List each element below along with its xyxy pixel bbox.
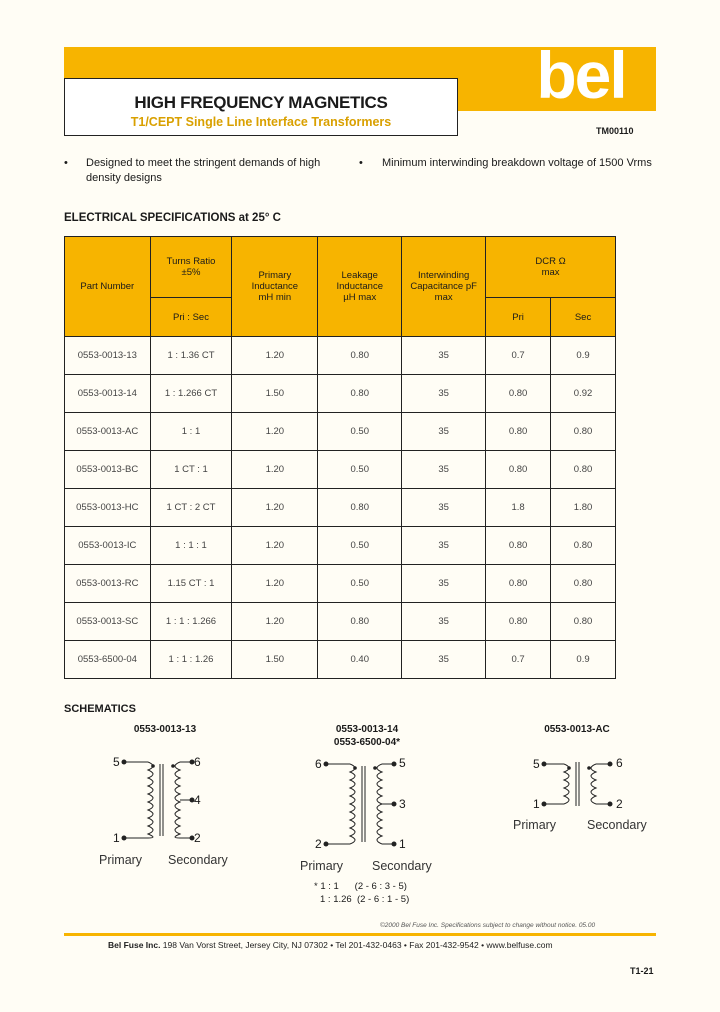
schematic-1-primary-label: Primary: [99, 853, 143, 867]
page-title: HIGH FREQUENCY MAGNETICS: [134, 93, 388, 112]
cell-capacitance: 35: [402, 489, 486, 527]
cell-capacitance: 35: [402, 603, 486, 641]
schematic-2-note-2: 1 : 1.26 (2 - 6 : 1 - 5): [320, 894, 410, 905]
schematic-2-secondary-label: Secondary: [372, 859, 432, 873]
cell-primary-inductance: 1.50: [232, 375, 318, 413]
bullet-1: Designed to meet the stringent demands of high density designs: [86, 157, 321, 184]
cell-part-number: 0553-0013-14: [65, 375, 151, 413]
cell-primary-inductance: 1.20: [232, 451, 318, 489]
cell-dcr-pri: 0.7: [486, 641, 551, 679]
cell-primary-inductance: 1.20: [232, 565, 318, 603]
spec-table: [64, 236, 616, 679]
cell-capacitance: 35: [402, 375, 486, 413]
cell-dcr-pri: 0.80: [486, 451, 551, 489]
cell-leakage-inductance: 0.50: [318, 451, 402, 489]
table-header-row: [65, 237, 616, 298]
cell-part-number: 0553-0013-BC: [65, 451, 151, 489]
schematic-1-pin: 4: [194, 793, 201, 807]
table-row: [65, 375, 616, 413]
col-header-turns-ratio: Turns Ratio ±5%: [150, 237, 232, 298]
cell-dcr-sec: 1.80: [551, 489, 616, 527]
schematic-3-pin: 1: [533, 797, 540, 811]
cell-dcr-sec: 0.80: [551, 527, 616, 565]
cell-leakage-inductance: 0.80: [318, 603, 402, 641]
col-header-dcr-pri: Pri: [486, 298, 551, 337]
cell-leakage-inductance: 0.80: [318, 337, 402, 375]
col-header-primary-inductance: Primary Inductance mH min: [232, 237, 318, 337]
cell-leakage-inductance: 0.80: [318, 375, 402, 413]
spec-section-title: ELECTRICAL SPECIFICATIONS at 25° C: [64, 212, 281, 224]
cell-turns-ratio: 1 : 1 : 1.26: [150, 641, 232, 679]
col-header-part-number: Part Number: [65, 237, 151, 337]
schematic-2-pin: 6: [315, 757, 322, 771]
cell-leakage-inductance: 0.50: [318, 565, 402, 603]
footer-address: 198 Van Vorst Street, Jersey City, NJ 07302 • Tel 201-432-0463 • Fax 201-432-9542 • www.belfuse.com: [160, 940, 553, 950]
cell-part-number: 0553-0013-13: [65, 337, 151, 375]
cell-turns-ratio: 1 : 1.36 CT: [150, 337, 232, 375]
schematic-1-pin: 5: [113, 755, 120, 769]
schematic-3-pin: 2: [616, 797, 623, 811]
cell-dcr-pri: 0.80: [486, 375, 551, 413]
table-row: [65, 337, 616, 375]
schematic-2-pin: 5: [399, 756, 406, 770]
cell-part-number: 0553-0013-RC: [65, 565, 151, 603]
cell-primary-inductance: 1.20: [232, 527, 318, 565]
page-subtitle: T1/CEPT Single Line Interface Transformers: [130, 115, 392, 129]
bullet-dot-2: •: [359, 157, 363, 169]
cell-turns-ratio: 1 : 1 : 1: [150, 527, 232, 565]
schematic-2-label: 0553-0013-14: [335, 724, 399, 735]
col-header-dcr: DCR Ω max: [486, 237, 616, 298]
footer-contact: [108, 940, 553, 950]
cell-turns-ratio: 1 CT : 1: [150, 451, 232, 489]
doc-number: TM00110: [596, 126, 634, 136]
cell-turns-ratio: 1.15 CT : 1: [150, 565, 232, 603]
cell-dcr-pri: 0.80: [486, 413, 551, 451]
cell-primary-inductance: 1.20: [232, 603, 318, 641]
schematic-3-pin: 5: [533, 757, 540, 771]
cell-dcr-sec: 0.80: [551, 565, 616, 603]
svg-text:bel: bel: [536, 47, 626, 111]
cell-dcr-pri: 0.80: [486, 603, 551, 641]
cell-turns-ratio: 1 : 1 : 1.266: [150, 603, 232, 641]
cell-turns-ratio: 1 CT : 2 CT: [150, 489, 232, 527]
col-header-leakage-inductance: Leakage Inductance µH max: [318, 237, 402, 337]
bullet-dot-1: •: [64, 157, 68, 169]
schematics-title: SCHEMATICS: [64, 703, 136, 715]
copyright-notice: ©2000 Bel Fuse Inc. Specifications subject to change without notice. 05.00: [380, 922, 596, 929]
schematic-1-drawing: [110, 752, 220, 844]
col-header-dcr-sec: Sec: [551, 298, 616, 337]
schematic-2-pin: 3: [399, 797, 406, 811]
schematic-3-pin: 6: [616, 756, 623, 770]
schematic-1-pin: 6: [194, 755, 201, 769]
schematic-3-primary-label: Primary: [513, 818, 557, 832]
cell-capacitance: 35: [402, 337, 486, 375]
bullet-2: Minimum interwinding breakdown voltage of 1500 Vrms: [382, 157, 652, 169]
cell-leakage-inductance: 0.80: [318, 489, 402, 527]
cell-capacitance: 35: [402, 565, 486, 603]
schematic-2-label-alt: 0553-6500-04*: [333, 737, 401, 748]
cell-leakage-inductance: 0.50: [318, 413, 402, 451]
col-header-turns-sub: Pri : Sec: [150, 298, 232, 337]
schematic-2-note-1: * 1 : 1 (2 - 6 : 3 - 5): [314, 881, 407, 892]
cell-turns-ratio: 1 : 1.266 CT: [150, 375, 232, 413]
cell-capacitance: 35: [402, 451, 486, 489]
schematic-1-label: 0553-0013-13: [133, 724, 197, 735]
cell-capacitance: 35: [402, 527, 486, 565]
cell-capacitance: 35: [402, 641, 486, 679]
cell-leakage-inductance: 0.40: [318, 641, 402, 679]
cell-part-number: 0553-0013-SC: [65, 603, 151, 641]
schematic-1-pin: 2: [194, 831, 201, 845]
schematic-3-secondary-label: Secondary: [587, 818, 647, 832]
schematic-2-primary-label: Primary: [300, 859, 344, 873]
schematic-2-pin: 1: [399, 837, 406, 851]
schematic-2-pin: 2: [315, 837, 322, 851]
table-row: [65, 413, 616, 451]
cell-primary-inductance: 1.20: [232, 413, 318, 451]
cell-dcr-sec: 0.80: [551, 603, 616, 641]
page-number: T1-21: [630, 966, 654, 976]
table-row: [65, 527, 616, 565]
schematic-1-secondary-label: Secondary: [168, 853, 228, 867]
cell-dcr-sec: 0.9: [551, 337, 616, 375]
cell-primary-inductance: 1.20: [232, 489, 318, 527]
bel-logo: [499, 47, 656, 111]
title-box: [64, 78, 458, 136]
cell-primary-inductance: 1.20: [232, 337, 318, 375]
cell-dcr-sec: 0.9: [551, 641, 616, 679]
schematic-1-pin: 1: [113, 831, 120, 845]
table-row: [65, 565, 616, 603]
cell-part-number: 0553-0013-HC: [65, 489, 151, 527]
cell-part-number: 0553-6500-04: [65, 641, 151, 679]
table-row: [65, 641, 616, 679]
cell-dcr-sec: 0.80: [551, 451, 616, 489]
schematic-3-drawing: [530, 756, 630, 812]
cell-leakage-inductance: 0.50: [318, 527, 402, 565]
footer-company: Bel Fuse Inc.: [108, 940, 161, 950]
cell-dcr-pri: 0.80: [486, 565, 551, 603]
cell-dcr-sec: 0.80: [551, 413, 616, 451]
col-header-interwinding-capacitance: Interwinding Capacitance pF max: [402, 237, 486, 337]
cell-dcr-pri: 0.80: [486, 527, 551, 565]
cell-part-number: 0553-0013-IC: [65, 527, 151, 565]
table-row: [65, 489, 616, 527]
schematic-3-label: 0553-0013-AC: [544, 724, 610, 735]
table-row: [65, 603, 616, 641]
cell-primary-inductance: 1.50: [232, 641, 318, 679]
cell-dcr-sec: 0.92: [551, 375, 616, 413]
cell-dcr-pri: 1.8: [486, 489, 551, 527]
cell-part-number: 0553-0013-AC: [65, 413, 151, 451]
footer-divider: [64, 933, 656, 936]
cell-capacitance: 35: [402, 413, 486, 451]
cell-turns-ratio: 1 : 1: [150, 413, 232, 451]
cell-dcr-pri: 0.7: [486, 337, 551, 375]
table-row: [65, 451, 616, 489]
